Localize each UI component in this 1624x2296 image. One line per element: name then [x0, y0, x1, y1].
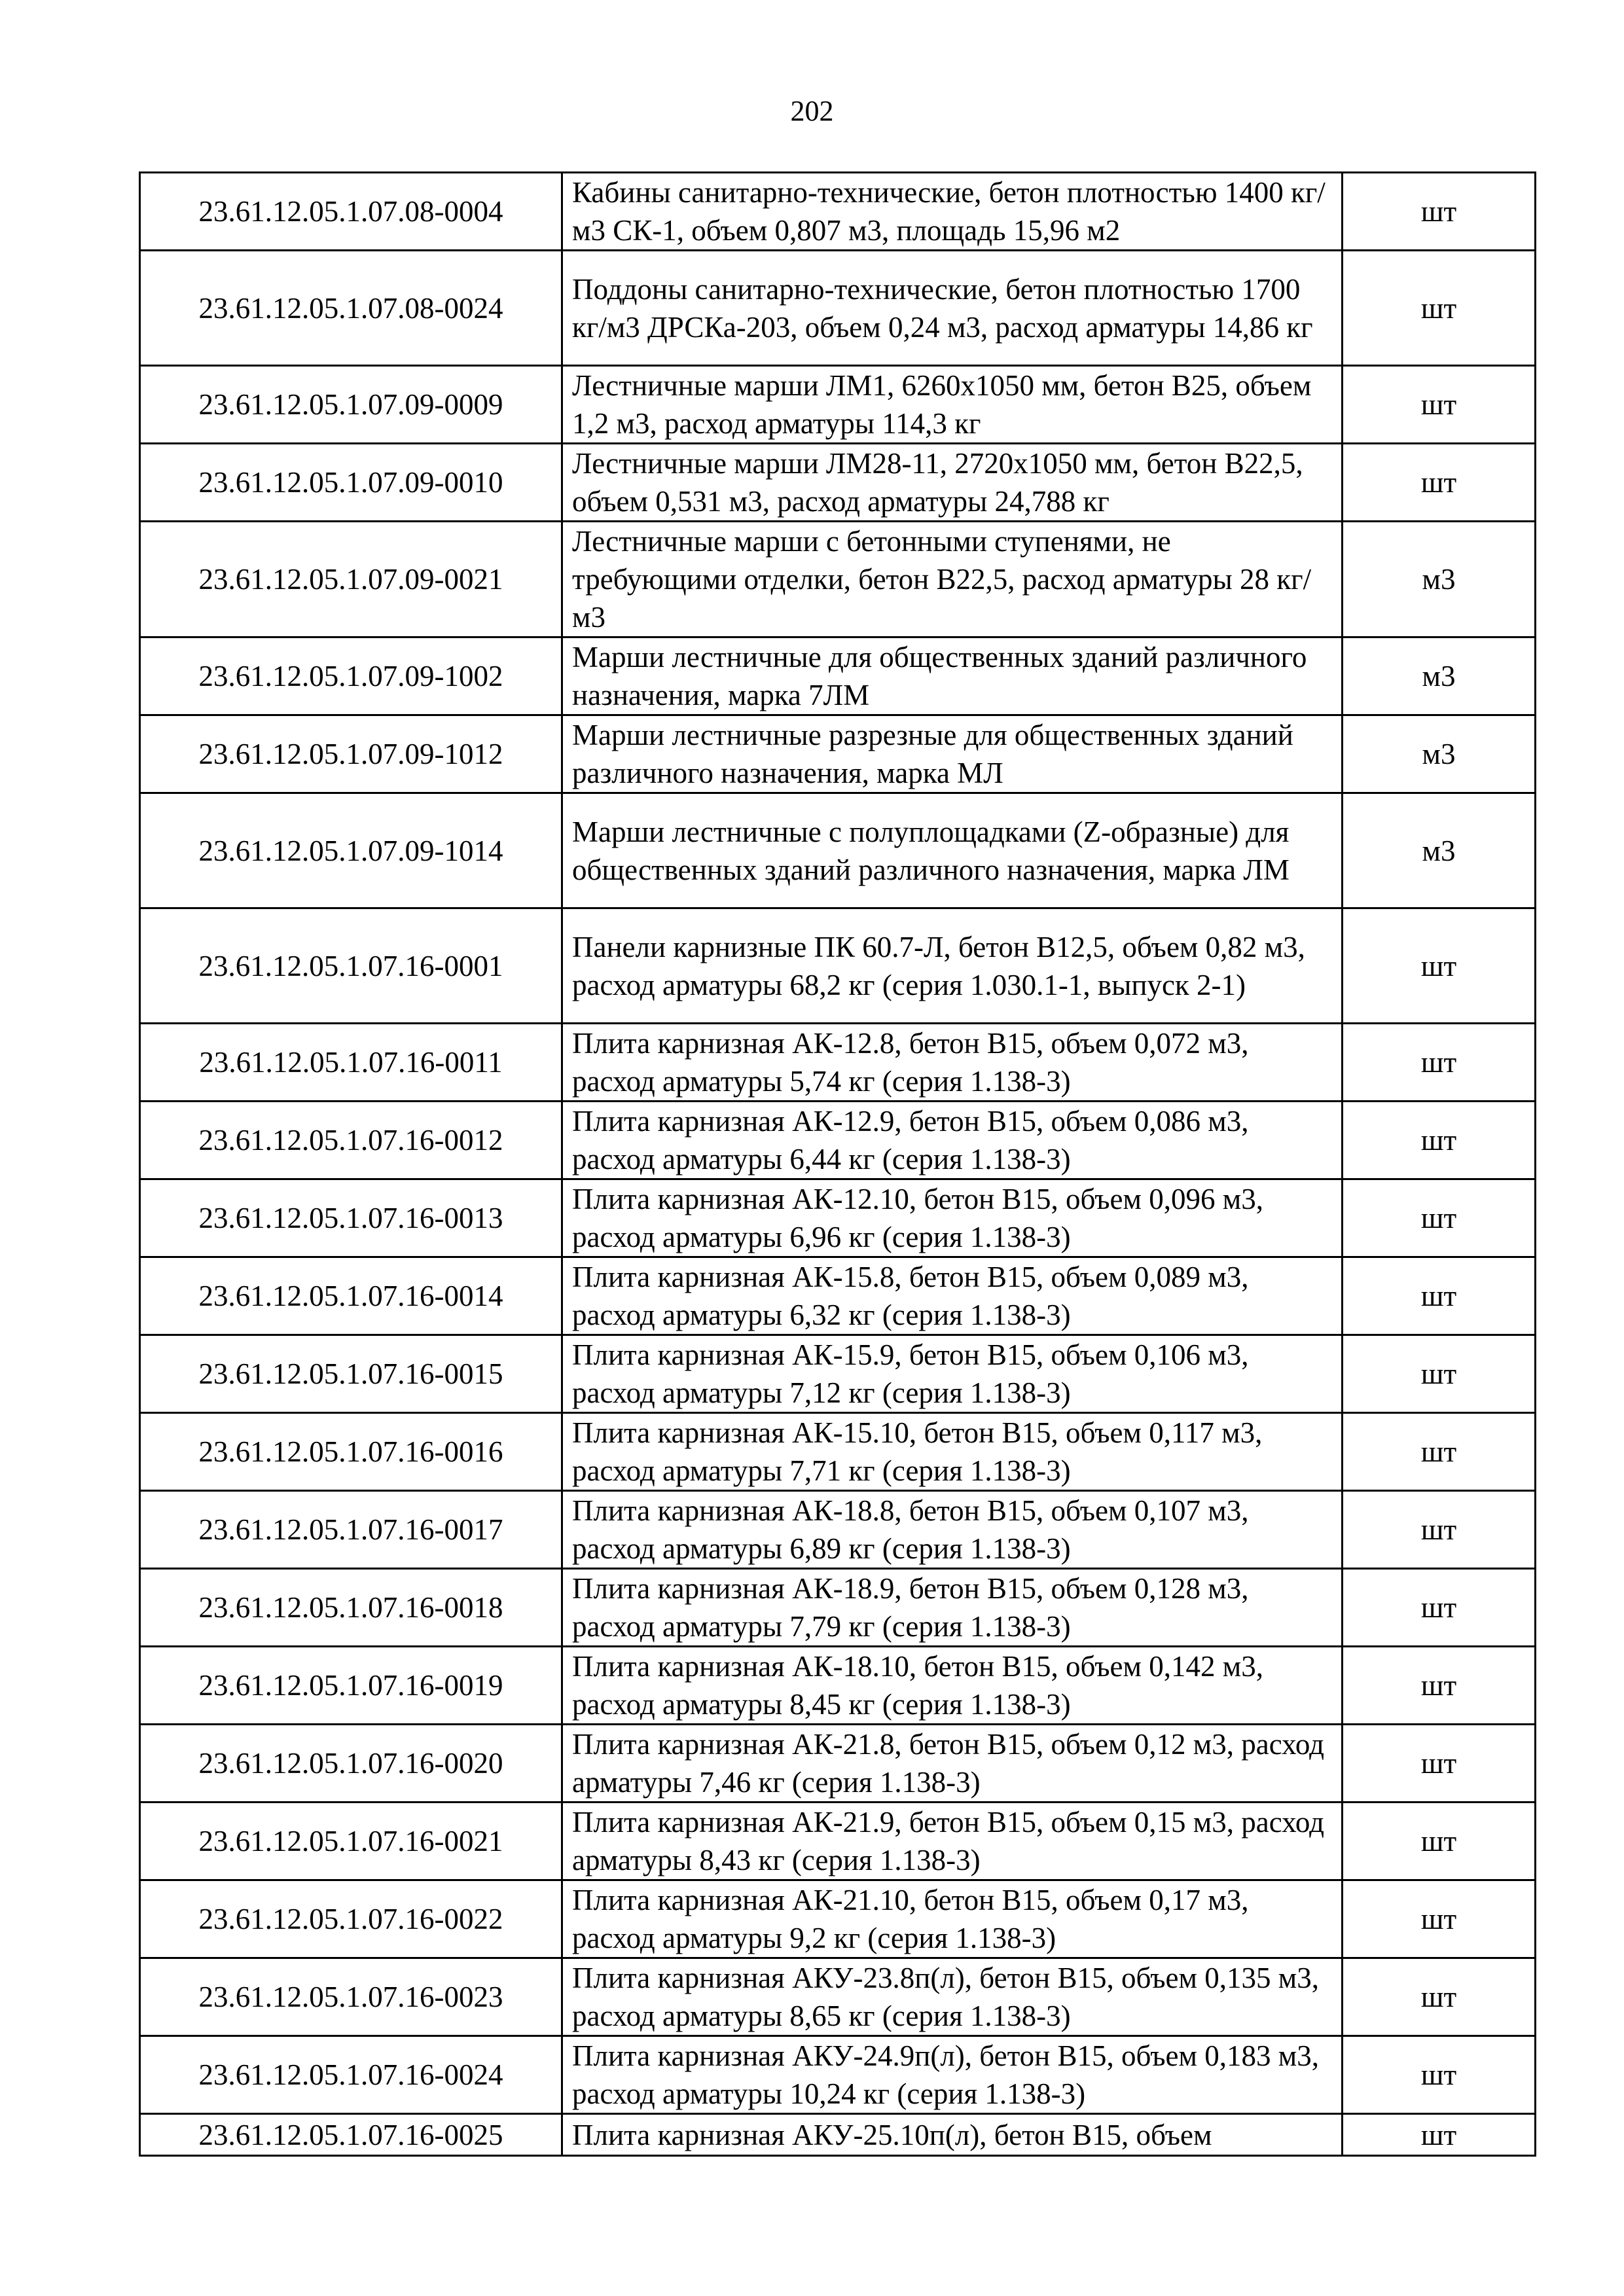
resource-code: 23.61.12.05.1.07.16-0012 [140, 1102, 562, 1179]
table-row [140, 1647, 1536, 1725]
resource-code: 23.61.12.05.1.07.16-0019 [140, 1647, 562, 1725]
resource-code: 23.61.12.05.1.07.16-0015 [140, 1335, 562, 1413]
resource-unit: шт [1343, 1335, 1536, 1413]
resource-description: Лестничные марши с бетонными ступенями, не требующими отделки, бетон В22,5, расход арматуры 28 кг/м3 [562, 522, 1343, 637]
table-row [140, 173, 1536, 251]
resource-description: Кабины санитарно-технические, бетон плотностью 1400 кг/ м3 СК-1, объем 0,807 м3, площадь 15,96 м2 [562, 173, 1343, 251]
resource-code: 23.61.12.05.1.07.16-0020 [140, 1725, 562, 1803]
resource-unit: шт [1343, 1958, 1536, 2036]
resource-unit: шт [1343, 1880, 1536, 1958]
table-row [140, 1257, 1536, 1335]
resource-unit: шт [1343, 1647, 1536, 1725]
resource-code: 23.61.12.05.1.07.16-0001 [140, 908, 562, 1024]
resource-unit: шт [1343, 1024, 1536, 1102]
table-row [140, 1880, 1536, 1958]
table-row [140, 1491, 1536, 1569]
table-row [140, 1413, 1536, 1491]
resource-unit: шт [1343, 251, 1536, 366]
resource-description: Марши лестничные с полуплощадками (Z-образные) для общественных зданий различного назначения, марка ЛМ [562, 793, 1343, 908]
resource-unit: шт [1343, 1725, 1536, 1803]
resource-code: 23.61.12.05.1.07.09-1002 [140, 637, 562, 715]
resource-unit: шт [1343, 366, 1536, 444]
table-row [140, 637, 1536, 715]
resource-unit: шт [1343, 2036, 1536, 2114]
resource-description: Марши лестничные разрезные для общественных зданий различного назначения, марка МЛ [562, 715, 1343, 793]
resource-description: Плита карнизная АК-12.9, бетон В15, объем 0,086 м3, расход арматуры 6,44 кг (серия 1.138-3) [562, 1102, 1343, 1179]
table-row [140, 444, 1536, 522]
resource-code: 23.61.12.05.1.07.09-0010 [140, 444, 562, 522]
resource-code: 23.61.12.05.1.07.08-0004 [140, 173, 562, 251]
table-row [140, 1569, 1536, 1647]
resource-description: Плита карнизная АК-15.10, бетон В15, объем 0,117 м3, расход арматуры 7,71 кг (серия 1.138-3) [562, 1413, 1343, 1491]
resource-description: Лестничные марши ЛМ1, 6260х1050 мм, бетон В25, объем 1,2 м3, расход арматуры 114,3 кг [562, 366, 1343, 444]
resource-code: 23.61.12.05.1.07.08-0024 [140, 251, 562, 366]
resource-description: Плита карнизная АКУ-25.10п(л), бетон В15, объем [562, 2114, 1343, 2156]
resource-unit: шт [1343, 1491, 1536, 1569]
resource-unit: шт [1343, 1102, 1536, 1179]
resource-description: Плита карнизная АК-15.8, бетон В15, объем 0,089 м3, расход арматуры 6,32 кг (серия 1.138-3) [562, 1257, 1343, 1335]
resource-unit: шт [1343, 908, 1536, 1024]
resource-unit: м3 [1343, 715, 1536, 793]
resource-code: 23.61.12.05.1.07.09-0009 [140, 366, 562, 444]
resource-code: 23.61.12.05.1.07.16-0016 [140, 1413, 562, 1491]
resource-code: 23.61.12.05.1.07.16-0014 [140, 1257, 562, 1335]
resource-description: Плита карнизная АКУ-23.8п(л), бетон В15, объем 0,135 м3, расход арматуры 8,65 кг (серия 1.138-3) [562, 1958, 1343, 2036]
resource-unit: м3 [1343, 637, 1536, 715]
resource-unit: шт [1343, 1569, 1536, 1647]
resource-description: Плита карнизная АКУ-24.9п(л), бетон В15, объем 0,183 м3, расход арматуры 10,24 кг (серия 1.138-3) [562, 2036, 1343, 2114]
resource-description: Плита карнизная АК-18.9, бетон В15, объем 0,128 м3, расход арматуры 7,79 кг (серия 1.138-3) [562, 1569, 1343, 1647]
resource-description: Плита карнизная АК-18.8, бетон В15, объем 0,107 м3, расход арматуры 6,89 кг (серия 1.138-3) [562, 1491, 1343, 1569]
table-row [140, 1102, 1536, 1179]
resource-code: 23.61.12.05.1.07.09-0021 [140, 522, 562, 637]
resource-unit: м3 [1343, 522, 1536, 637]
table-row [140, 2114, 1536, 2156]
table-row [140, 1024, 1536, 1102]
resource-unit: шт [1343, 1803, 1536, 1880]
resource-code: 23.61.12.05.1.07.16-0023 [140, 1958, 562, 2036]
resource-code: 23.61.12.05.1.07.16-0025 [140, 2114, 562, 2156]
resource-table [139, 171, 1536, 2157]
resource-description: Марши лестничные для общественных зданий различного назначения, марка 7ЛМ [562, 637, 1343, 715]
table-row [140, 1179, 1536, 1257]
resource-unit: шт [1343, 1179, 1536, 1257]
resource-code: 23.61.12.05.1.07.16-0011 [140, 1024, 562, 1102]
resource-code: 23.61.12.05.1.07.09-1014 [140, 793, 562, 908]
resource-description: Плита карнизная АК-21.9, бетон В15, объем 0,15 м3, расход арматуры 8,43 кг (серия 1.138-3) [562, 1803, 1343, 1880]
resource-description: Плита карнизная АК-12.8, бетон В15, объем 0,072 м3, расход арматуры 5,74 кг (серия 1.138-3) [562, 1024, 1343, 1102]
table-row [140, 1335, 1536, 1413]
table-row [140, 1725, 1536, 1803]
resource-description: Панели карнизные ПК 60.7-Л, бетон В12,5, объем 0,82 м3, расход арматуры 68,2 кг (серия 1.030.1-1, выпуск 2-1) [562, 908, 1343, 1024]
resource-description: Плита карнизная АК-18.10, бетон В15, объем 0,142 м3, расход арматуры 8,45 кг (серия 1.138-3) [562, 1647, 1343, 1725]
resource-code: 23.61.12.05.1.07.09-1012 [140, 715, 562, 793]
table-row [140, 908, 1536, 1024]
table-row [140, 1803, 1536, 1880]
resource-code: 23.61.12.05.1.07.16-0022 [140, 1880, 562, 1958]
resource-code: 23.61.12.05.1.07.16-0013 [140, 1179, 562, 1257]
table-row [140, 2036, 1536, 2114]
resource-unit: шт [1343, 1413, 1536, 1491]
page-number: 202 [790, 95, 834, 127]
resource-code: 23.61.12.05.1.07.16-0021 [140, 1803, 562, 1880]
resource-description: Плита карнизная АК-15.9, бетон В15, объем 0,106 м3, расход арматуры 7,12 кг (серия 1.138-3) [562, 1335, 1343, 1413]
resource-description: Плита карнизная АК-12.10, бетон В15, объем 0,096 м3, расход арматуры 6,96 кг (серия 1.138-3) [562, 1179, 1343, 1257]
resource-unit: шт [1343, 173, 1536, 251]
resource-description: Лестничные марши ЛМ28-11, 2720х1050 мм, бетон В22,5, объем 0,531 м3, расход арматуры 24,788 кг [562, 444, 1343, 522]
table-row [140, 366, 1536, 444]
resource-code: 23.61.12.05.1.07.16-0018 [140, 1569, 562, 1647]
table-row [140, 522, 1536, 637]
resource-unit: шт [1343, 1257, 1536, 1335]
table-row [140, 715, 1536, 793]
resource-code: 23.61.12.05.1.07.16-0017 [140, 1491, 562, 1569]
resource-unit: м3 [1343, 793, 1536, 908]
resource-unit: шт [1343, 444, 1536, 522]
resource-description: Плита карнизная АК-21.8, бетон В15, объем 0,12 м3, расход арматуры 7,46 кг (серия 1.138-3) [562, 1725, 1343, 1803]
resource-code: 23.61.12.05.1.07.16-0024 [140, 2036, 562, 2114]
table-row [140, 1958, 1536, 2036]
table-row [140, 793, 1536, 908]
resource-description: Плита карнизная АК-21.10, бетон В15, объем 0,17 м3, расход арматуры 9,2 кг (серия 1.138-3) [562, 1880, 1343, 1958]
resource-description: Поддоны санитарно-технические, бетон плотностью 1700 кг/м3 ДРСКа-203, объем 0,24 м3, расход арматуры 14,86 кг [562, 251, 1343, 366]
resource-unit: шт [1343, 2114, 1536, 2156]
table-row [140, 251, 1536, 366]
